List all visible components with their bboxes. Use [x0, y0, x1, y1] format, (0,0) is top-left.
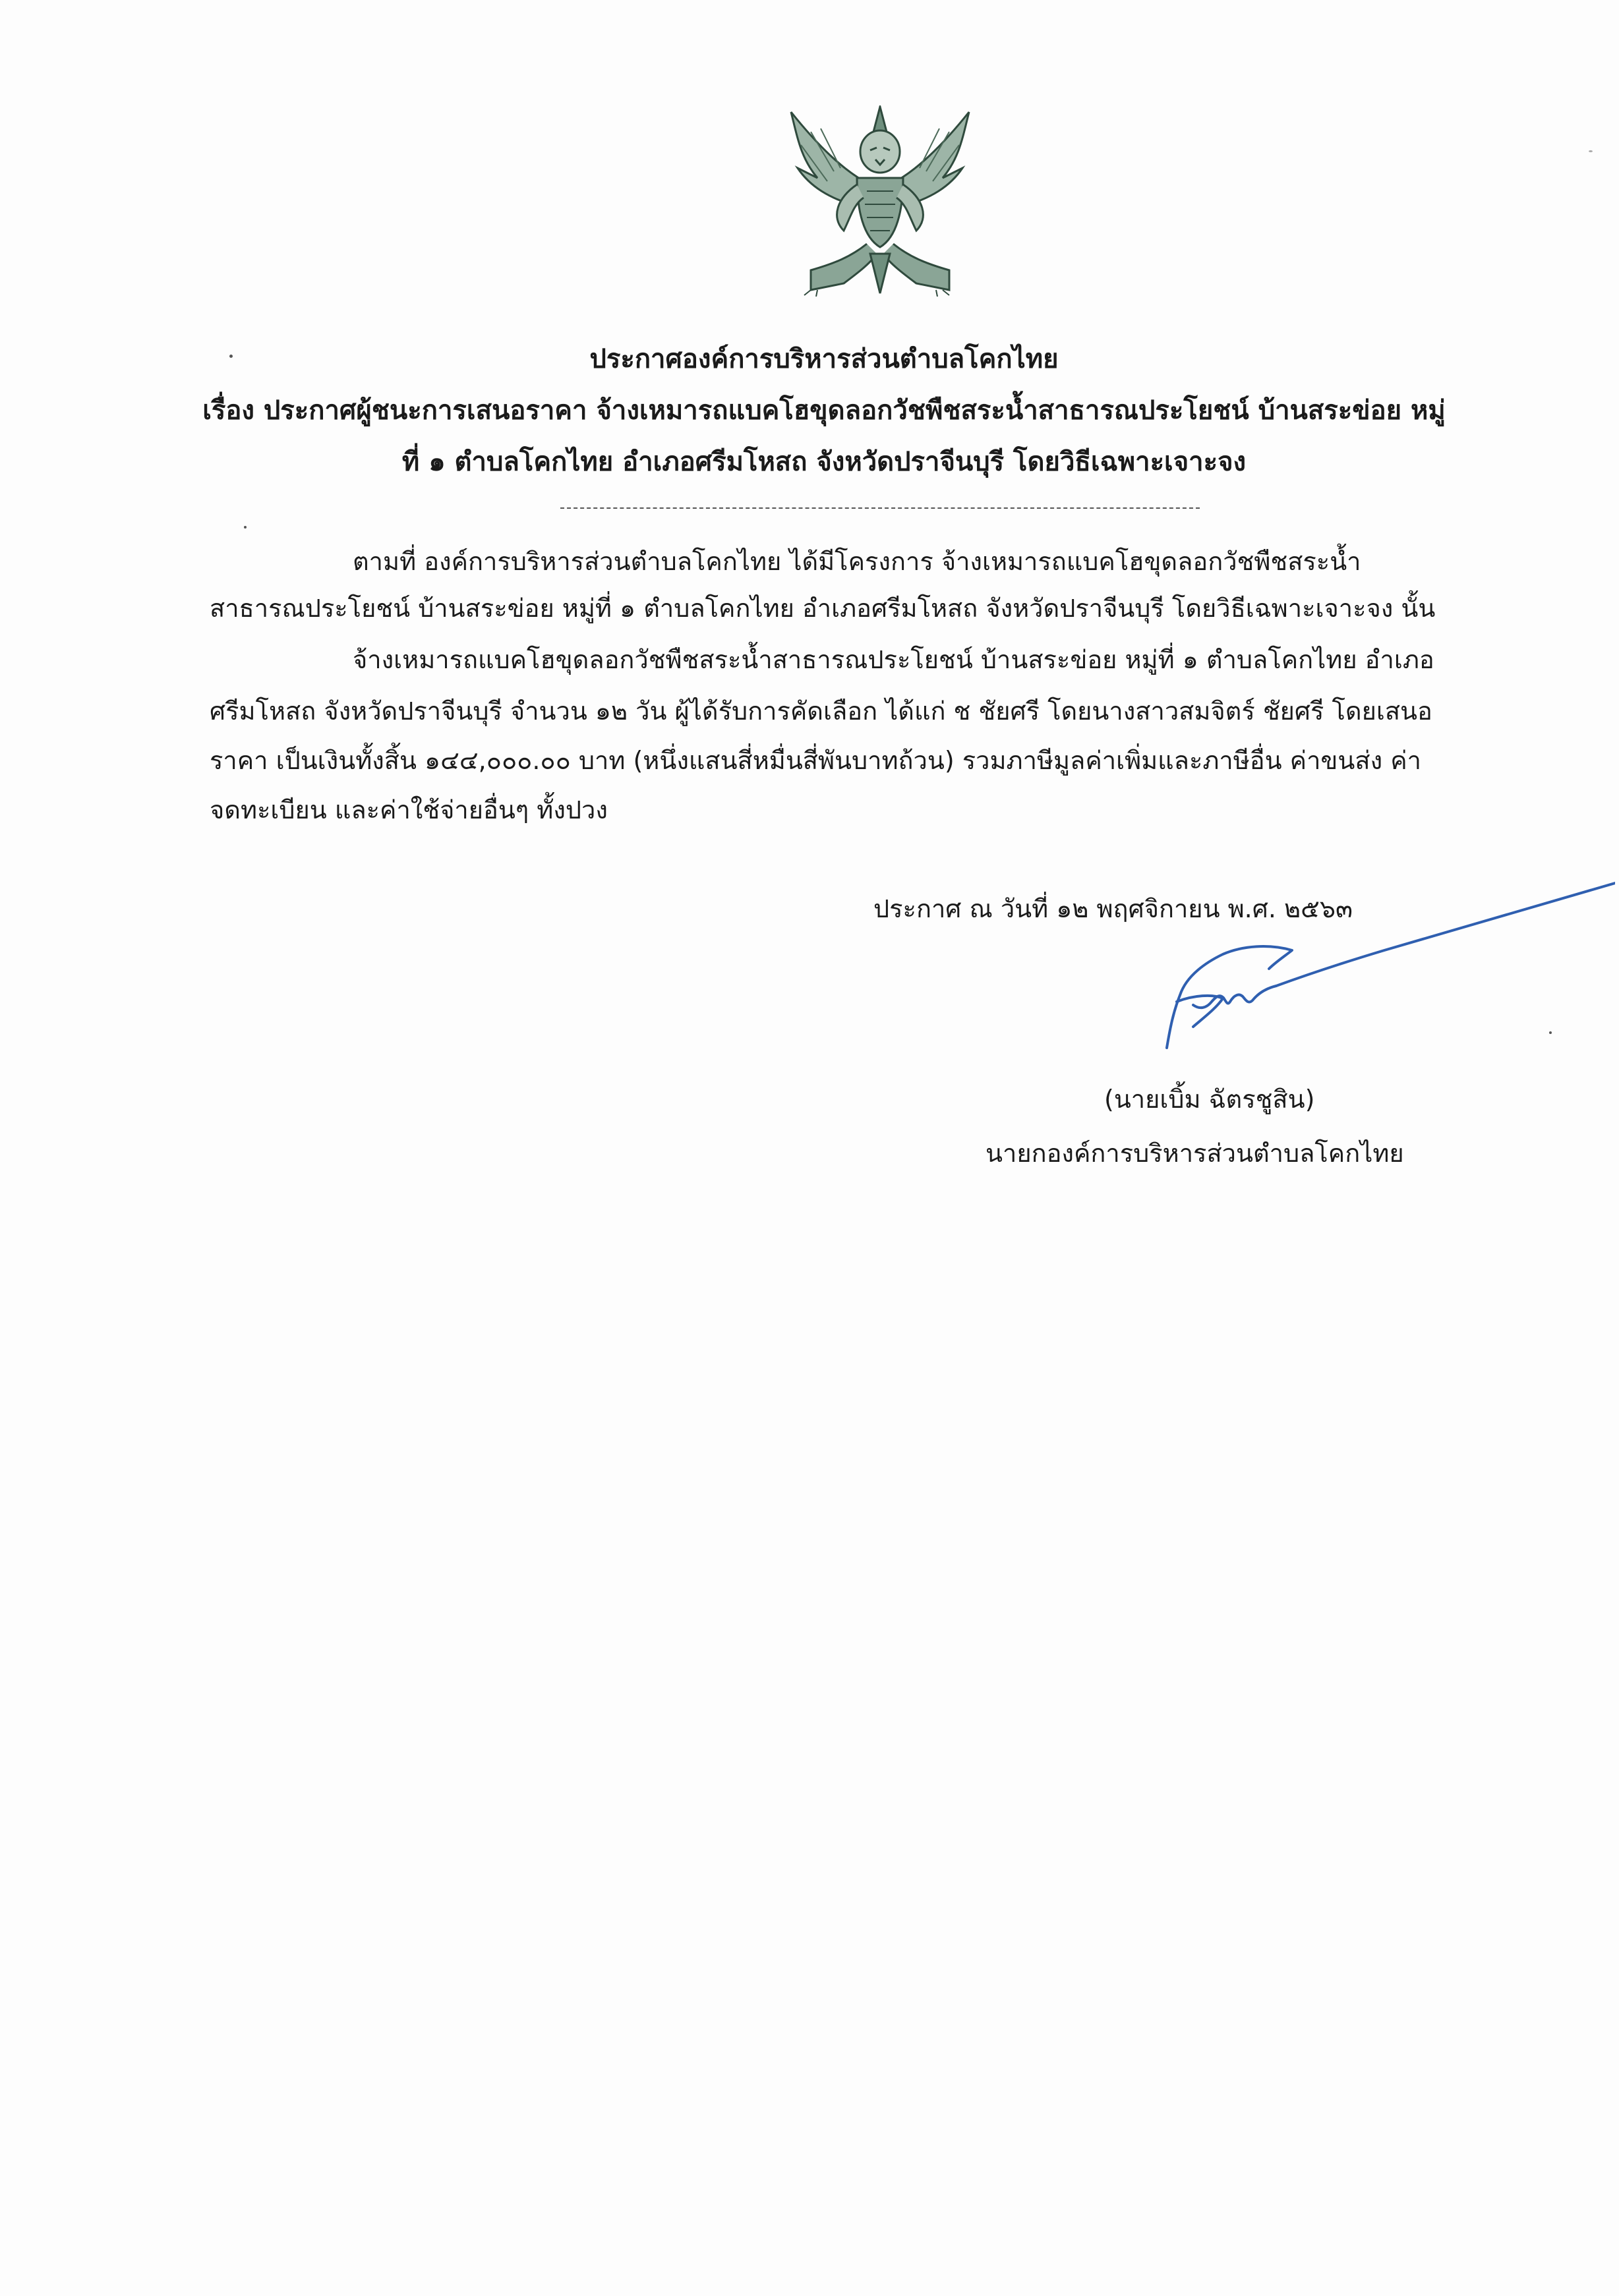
divider [560, 507, 1200, 509]
signer-position: นายกองค์การบริหารส่วนตำบลโคกไทย [986, 1139, 1404, 1168]
org-title: ประกาศองค์การบริหารส่วนตำบลโคกไทย [589, 344, 1059, 374]
body-line-4: ศรีมโหสถ จังหวัดปราจีนบุรี จำนวน ๑๒ วัน ผู้ได้รับการคัดเลือก ได้แก่ ช ชัยศรี โดยนางสาวสมจิตร์ ชัยศรี โดยเสนอ [210, 697, 1432, 726]
body-line-3: จ้างเหมารถแบคโฮขุดลอกวัชพืชสระน้ำสาธารณประโยชน์ บ้านสระข่อย หมู่ที่ ๑ ตำบลโคกไทย อำเภอ [353, 645, 1434, 674]
body-line-5: ราคา เป็นเงินทั้งสิ้น ๑๔๔,๐๐๐.๐๐ บาท (หนึ่งแสนสี่หมื่นสี่พันบาทถ้วน) รวมภาษีมูลค่าเพิ่มและภาษีอื่น ค่าขนส่ง ค่า [210, 746, 1421, 775]
body-line-2: สาธารณประโยชน์ บ้านสระข่อย หมู่ที่ ๑ ตำบลโคกไทย อำเภอศรีมโหสถ จังหวัดปราจีนบุรี โดยวิธีเฉพาะเจาะจง นั้น [210, 594, 1436, 623]
scan-speck [244, 526, 247, 529]
garuda-emblem-icon [771, 105, 989, 297]
subject-line-2: ที่ ๑ ตำบลโคกไทย อำเภอศรีมโหสถ จังหวัดปราจีนบุรี โดยวิธีเฉพาะเจาะจง [401, 447, 1247, 477]
scan-speck [1589, 150, 1593, 152]
scan-speck [1549, 1031, 1552, 1034]
body-line-1: ตามที่ องค์การบริหารส่วนตำบลโคกไทย ได้มีโครงการ จ้างเหมารถแบคโฮขุดลอกวัชพืชสระน้ำ [353, 547, 1361, 576]
signature-icon [1107, 870, 1615, 1094]
subject-line-1: เรื่อง ประกาศผู้ชนะการเสนอราคา จ้างเหมารถแบคโฮขุดลอกวัชพืชสระน้ำสาธารณประโยชน์ บ้านสระข่อย หมู่ [202, 395, 1446, 426]
body-line-6: จดทะเบียน และค่าใช้จ่ายอื่นๆ ทั้งปวง [210, 795, 608, 824]
announce-date: ประกาศ ณ วันที่ ๑๒ พฤศจิกายน พ.ศ. ๒๕๖๓ [873, 894, 1353, 923]
signer-name: (นายเบิ้ม ฉัตรชูสิน) [1104, 1085, 1315, 1114]
scan-speck [229, 355, 233, 358]
